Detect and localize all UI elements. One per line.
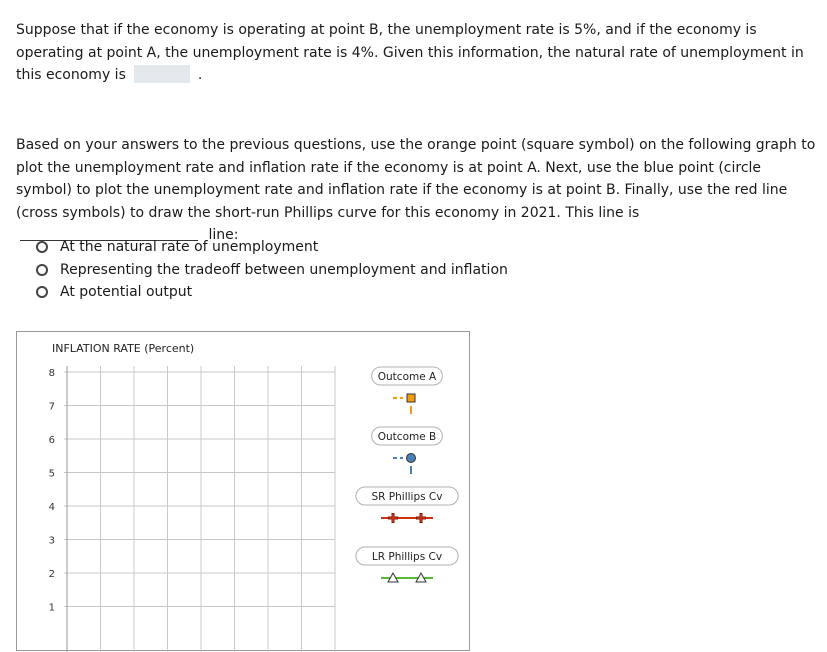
question-2-suffix: line:: [208, 227, 239, 243]
tool-label: SR Phillips Cv: [371, 491, 443, 503]
y-tick-label: 7: [48, 401, 55, 413]
question-2-prompt: Based on your answers to the previous questions, use the orange point (square symbol) on the following graph to plot the unemployment rate and inflation rate if the economy is at point A. Next, use the blue point (circle symbol) to plot the unemployment rate and inflation rate if the economy is at point B. Finally, use the red line (cross symbols) to draw the short-run Phillips curve for this economy in 2021. This line is: [16, 137, 816, 221]
radio-button[interactable]: [36, 264, 48, 276]
question-2-text: [16, 134, 816, 247]
y-tick-label: 6: [48, 435, 55, 446]
option-potential-output[interactable]: [36, 281, 508, 304]
circle-icon[interactable]: [407, 454, 416, 463]
graph-canvas[interactable]: [17, 332, 471, 652]
tool-label: Outcome B: [377, 431, 437, 443]
square-icon[interactable]: [407, 394, 415, 402]
y-tick-label: 5: [48, 468, 55, 480]
question-1-prompt: Suppose that if the economy is operating at point B, the unemployment rate is 5%, and if the economy is operating at point A, the unemployment rate is 4%. Given this information, the natural rate of unemployment in this economy is: [16, 22, 804, 83]
y-tick-label: 2: [48, 569, 55, 580]
radio-button[interactable]: [36, 241, 48, 253]
option-natural-rate[interactable]: [36, 236, 508, 259]
option-label: At potential output: [60, 284, 193, 301]
natural-rate-answer-box[interactable]: [134, 65, 190, 83]
y-tick-label: 3: [48, 535, 55, 547]
option-tradeoff[interactable]: [36, 259, 508, 282]
option-label: Representing the tradeoff between unemployment and inflation: [60, 261, 508, 278]
y-tick-label: 4: [48, 502, 55, 513]
y-tick-label: 8: [48, 368, 55, 379]
question-1-period: .: [197, 67, 203, 83]
option-label: At the natural rate of unemployment: [60, 239, 319, 256]
tool-label: Outcome A: [377, 371, 437, 383]
y-tick-label: 1: [48, 602, 55, 614]
question-1-text: [16, 19, 816, 87]
cross-icon: [417, 514, 425, 522]
cross-icon: [389, 514, 397, 522]
radio-button[interactable]: [36, 286, 48, 298]
phillips-curve-graph-panel: [16, 331, 470, 651]
line-type-options: [36, 236, 508, 304]
tool-label: LR Phillips Cv: [371, 551, 443, 563]
y-axis-title: INFLATION RATE (Percent): [52, 342, 195, 355]
